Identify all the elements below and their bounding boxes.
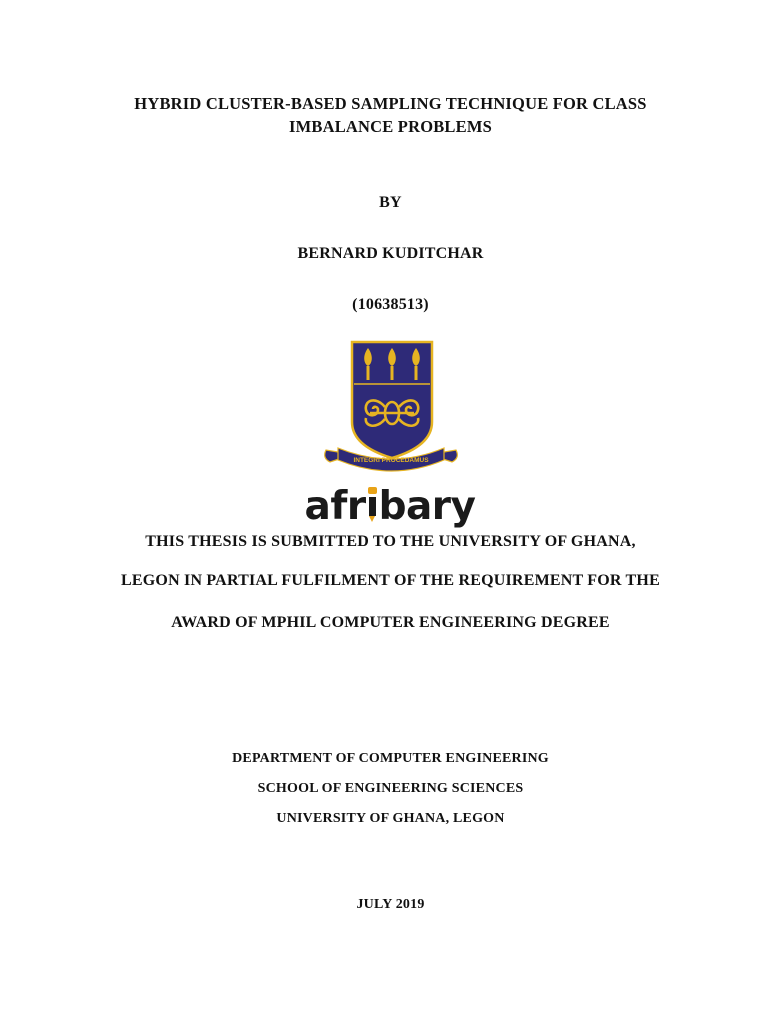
by-label: BY (379, 194, 402, 211)
submission-date: JULY 2019 (356, 897, 425, 912)
author-name: BERNARD KUDITCHAR (297, 245, 484, 262)
department: DEPARTMENT OF COMPUTER ENGINEERING (232, 751, 549, 766)
pencil-i-icon (367, 487, 378, 521)
thesis-title-line-1: HYBRID CLUSTER-BASED SAMPLING TECHNIQUE FOR CLASS (134, 94, 647, 113)
university-crest-icon (318, 336, 464, 474)
crest-motto: INTEGRI PROCEDAMUS (353, 457, 429, 464)
submission-line-1: THIS THESIS IS SUBMITTED TO THE UNIVERSITY OF GHANA, (145, 533, 636, 550)
afribary-watermark (290, 484, 490, 530)
university: UNIVERSITY OF GHANA, LEGON (276, 811, 505, 826)
student-id: (10638513) (352, 296, 429, 313)
watermark-text-start: afr (304, 484, 366, 529)
school: SCHOOL OF ENGINEERING SCIENCES (257, 781, 524, 796)
watermark-text-end: bary (378, 484, 476, 529)
thesis-title-line-2: IMBALANCE PROBLEMS (289, 117, 492, 136)
submission-line-3: AWARD OF MPHIL COMPUTER ENGINEERING DEGREE (171, 614, 610, 631)
submission-line-2: LEGON IN PARTIAL FULFILMENT OF THE REQUIREMENT FOR THE (121, 572, 660, 589)
